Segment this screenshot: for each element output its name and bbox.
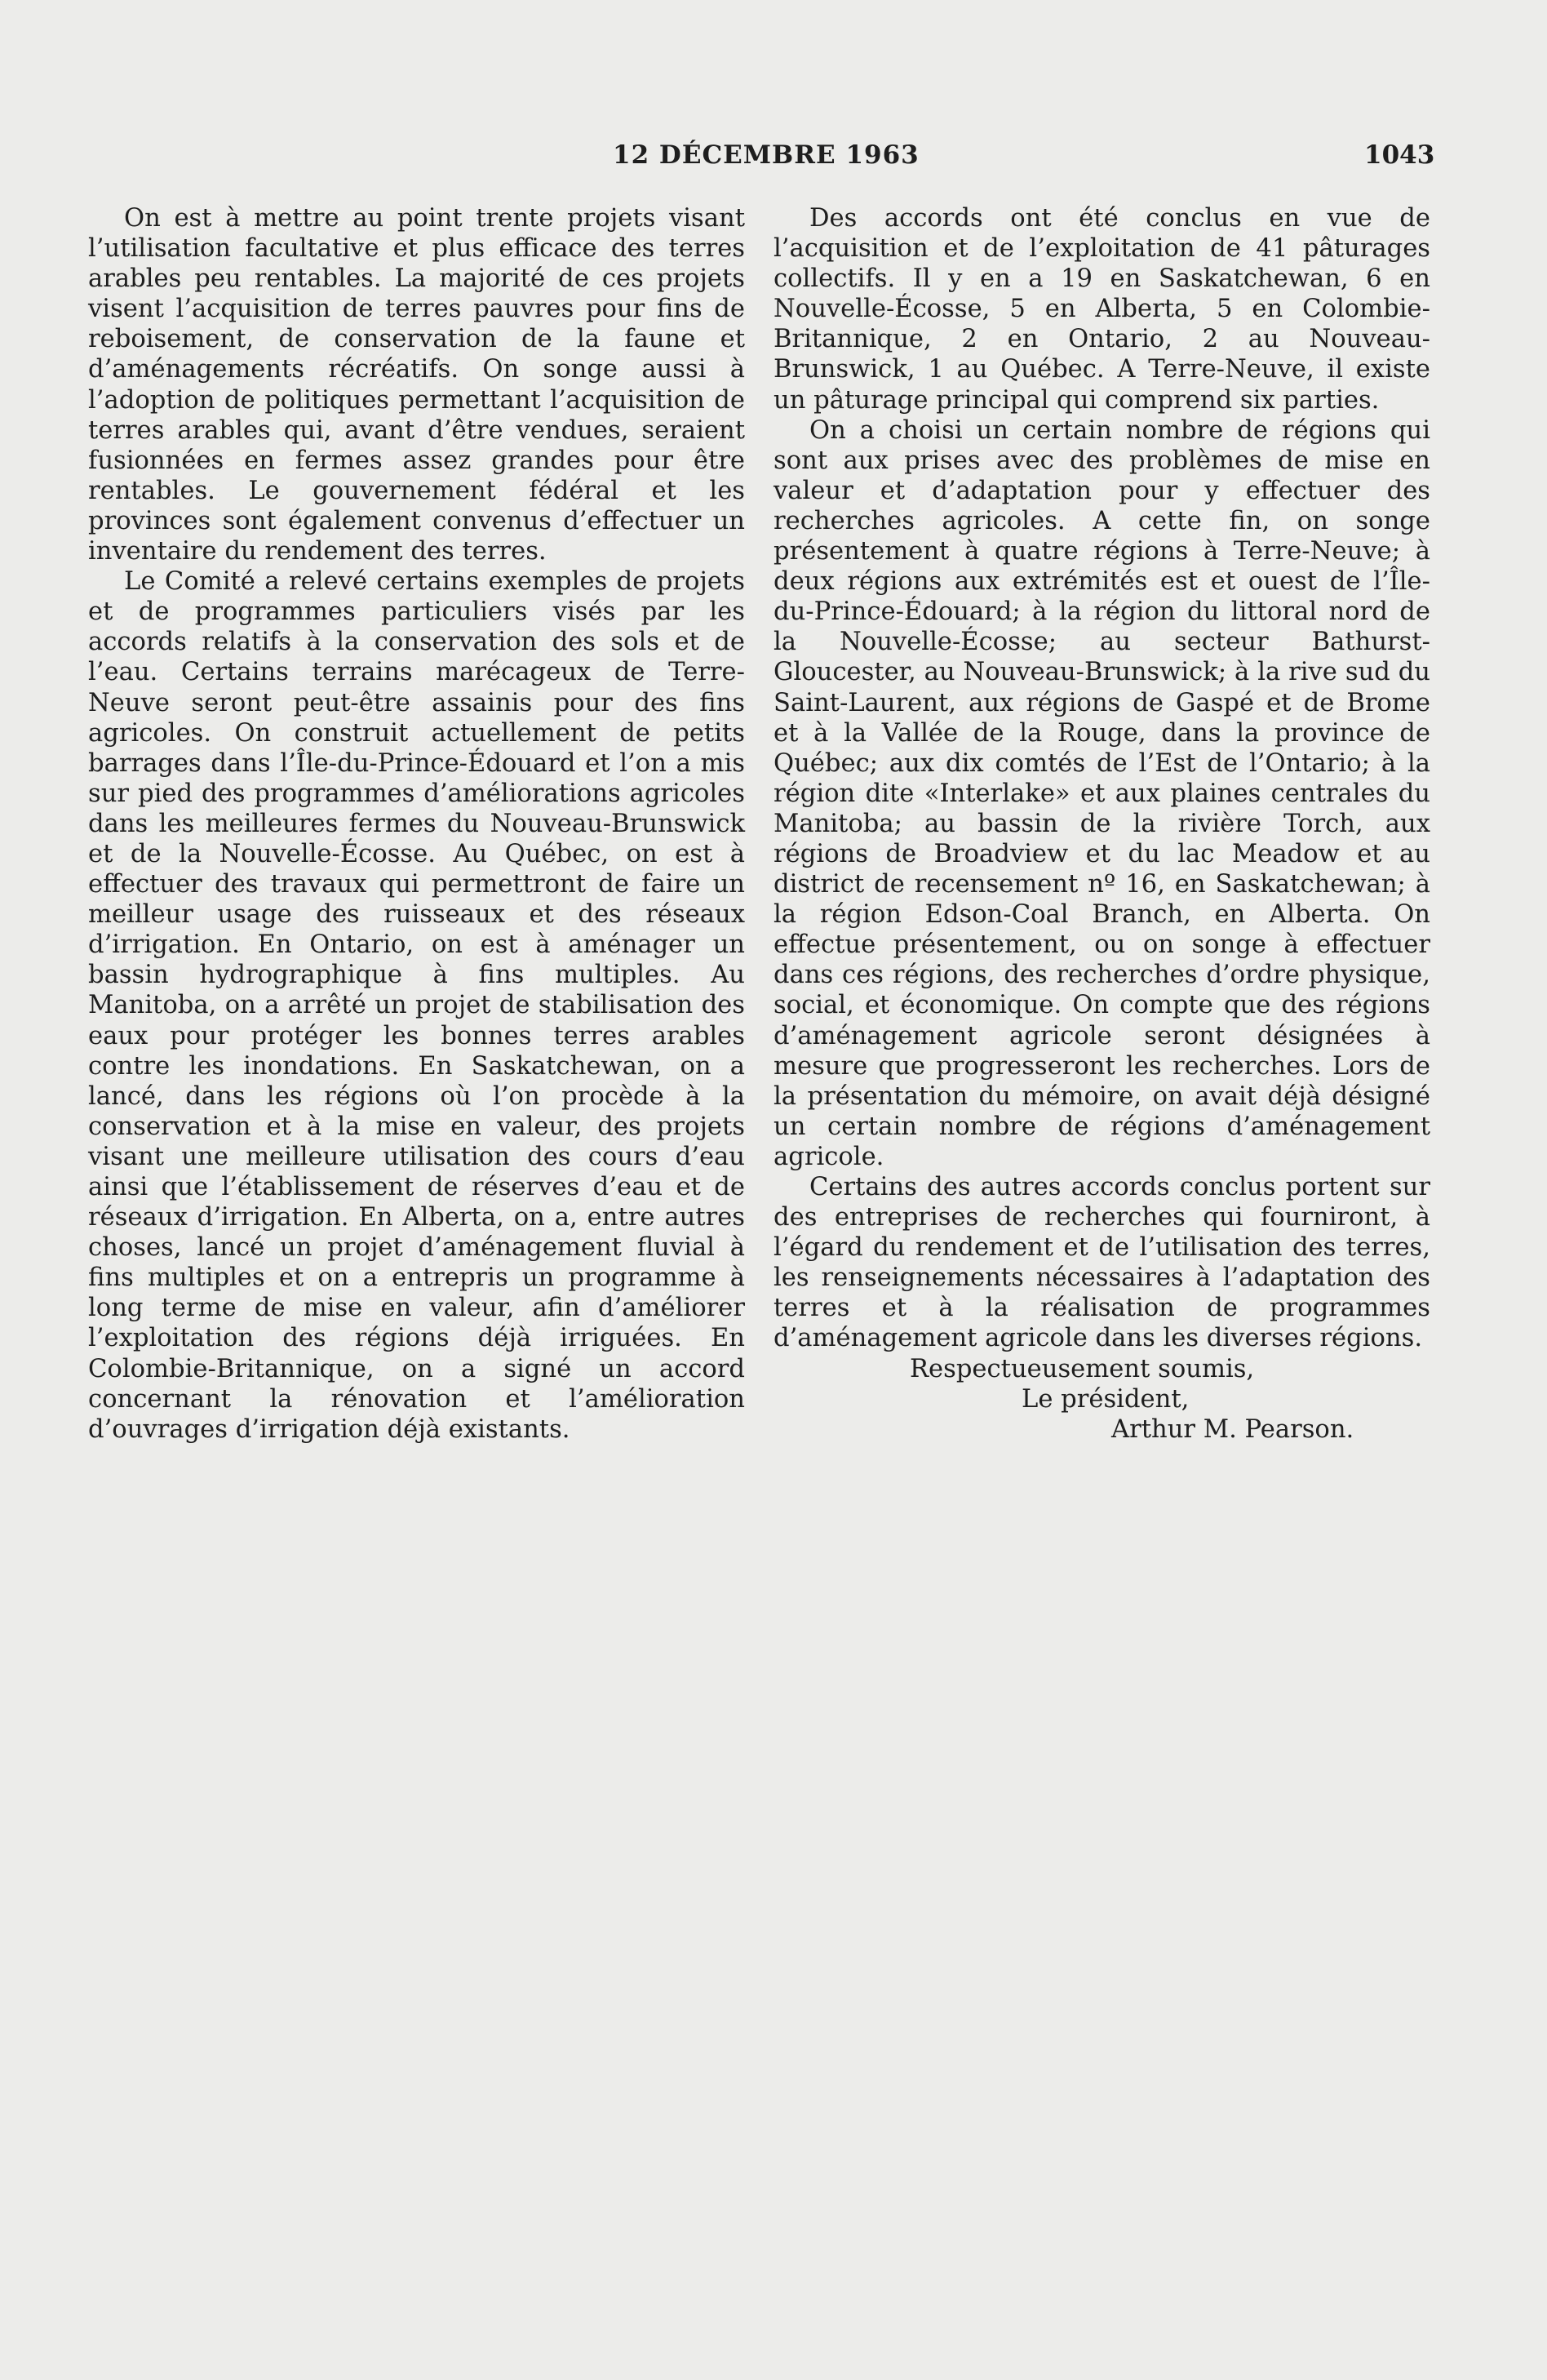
paragraph: On est à mettre au point trente projets visant l’utilisation facultative et plus efficace des terres arables peu rentables. La majorité de ces projets visent l’acquisition de terres pauvres pour fins de reboisement, de conservation de la faune et d’aménagements récréatifs. On songe aussi à l’adoption de politiques permettant l’acquisition de terres arables qui, avant d’être vendues, seraient fusionnées en fermes assez grandes pour être rentables. Le gouvernement fédéral et les provinces sont également convenus d’effectuer un inventaire du rendement des terres. (88, 204, 745, 566)
paragraph: On a choisi un certain nombre de régions qui sont aux prises avec des problèmes de mise en valeur et d’adaptation pour y effectuer des recherches agricoles. A cette fin, on songe présentement à quatre régions à Terre-Neuve; à deux régions aux extrémités est et ouest de l’Île-du-Prince-Édouard; à la région du littoral nord de la Nouvelle-Écosse; au secteur Bathurst-Gloucester, au Nouveau-Brunswick; à la rive sud du Saint-Laurent, aux régions de Gaspé et de Brome et à la Vallée de la Rouge, dans la province de Québec; aux dix comtés de l’Est de l’Ontario; à la région dite «Interlake» et aux plaines centrales du Manitoba; au bassin de la rivière Torch, aux régions de Broadview et du lac Meadow et au district de recensement nº 16, en Saskatchewan; à la région Edson-Coal Branch, en Alberta. On effectue présentement, ou on songe à effectuer dans ces régions, des recherches d’ordre physique, social, et économique. On compte que des régions d’aménagement agricole seront désignées à mesure que progresseront les recherches. Lors de la présentation du mémoire, on avait déjà désigné un certain nombre de régions d’aménagement agricole. (774, 415, 1430, 1171)
signature: Arthur M. Pearson. (1111, 1414, 1354, 1444)
paragraph: Le Comité a relevé certains exemples de projets et de programmes particuliers visés par les accords relatifs à la conservation des sols et de l’eau. Certains terrains marécageux de Terre-Neuve seront peut-être assainis pour des fins agricoles. On construit actuellement de petits barrages dans l’Île-du-Prince-Édouard et l’on a mis sur pied des programmes d’améliorations agricoles dans les meilleures fermes du Nouveau-Brunswick et de la Nouvelle-Écosse. Au Québec, on est à effectuer des travaux qui permettront de faire un meilleur usage des ruisseaux et des réseaux d’irrigation. En Ontario, on est à aménager un bassin hydrographique à fins multiples. Au Manitoba, on a arrêté un projet de stabilisation des eaux pour protéger les bonnes terres arables contre les inondations. En Saskatchewan, on a lancé, dans les régions où l’on procède à la conservation et à la mise en valeur, des projets visant une meilleure utilisation des cours d’eau ainsi que l’établissement de réserves d’eau et de réseaux d’irrigation. En Alberta, on a, entre autres choses, lancé un projet d’aménagement fluvial à fins multiples et on a entrepris un programme à long terme de mise en valeur, afin d’améliorer l’exploitation des régions déjà irriguées. En Colombie-Britannique, on a signé un accord concernant la rénovation et l’amélioration d’ouvrages d’irrigation déjà existants. (88, 567, 745, 1444)
page-header (0, 140, 1547, 176)
paragraph: Certains des autres accords conclus portent sur des entreprises de recherches qui fourniront, à l’égard du rendement et de l’utilisation des terres, les renseignements nécessaires à l’adaptation des terres et à la réalisation de programmes d’aménagement agricole dans les diverses régions. (774, 1173, 1430, 1353)
header-date: 12 DÉCEMBRE 1963 (613, 140, 920, 170)
right-column (774, 203, 1430, 1445)
paragraph: Des accords ont été conclus en vue de l’acquisition et de l’exploitation de 41 pâturages collectifs. Il y en a 19 en Saskatchewan, 6 en Nouvelle-Écosse, 5 en Alberta, 5 en Colombie-Britannique, 2 en Ontario, 2 au Nouveau-Brunswick, 1 au Québec. A Terre-Neuve, il existe un pâturage principal qui comprend six parties. (774, 204, 1430, 415)
closing-title: Le président, (1022, 1384, 1190, 1414)
closing-block (774, 1354, 1430, 1445)
closing-salutation: Respectueusement soumis, (910, 1354, 1255, 1383)
left-column (88, 203, 745, 1445)
page-number: 1043 (1364, 140, 1435, 170)
